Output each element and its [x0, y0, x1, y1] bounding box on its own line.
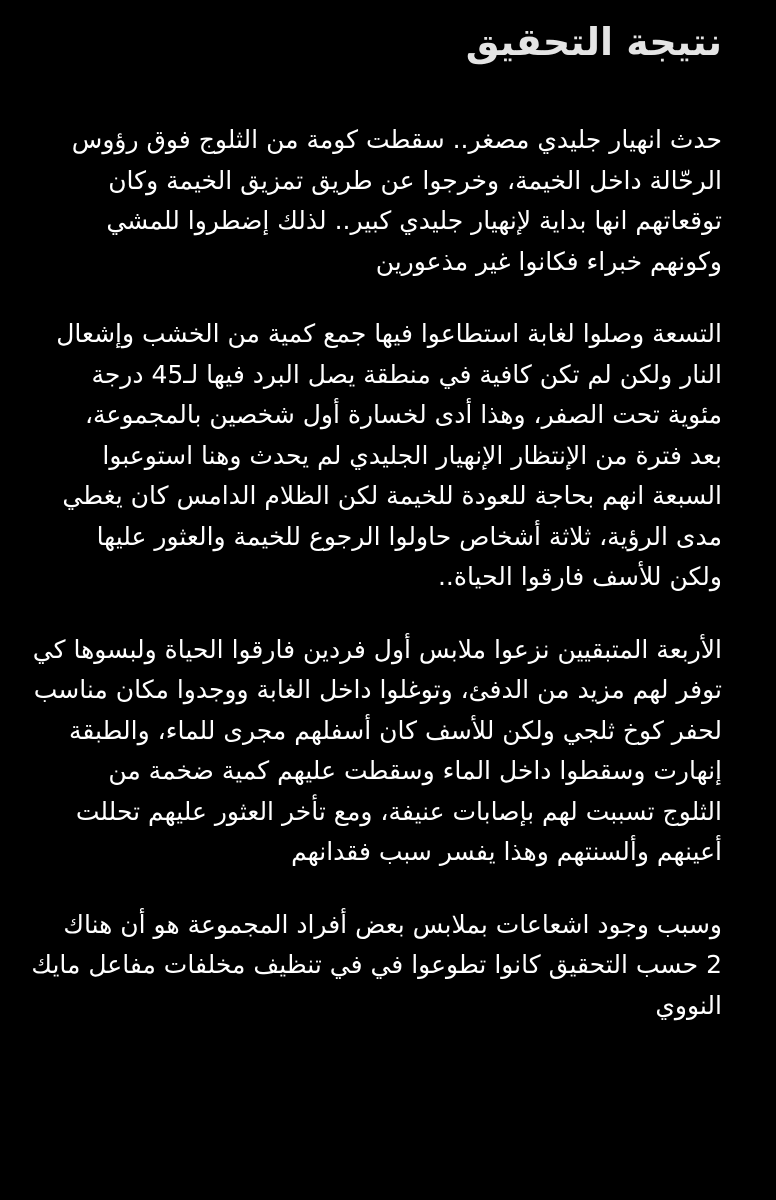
text-line: الرحّالة داخل الخيمة، وخرجوا عن طريق تمزيق الخيمة وكان — [108, 165, 722, 195]
text-line: حدث انهيار جليدي مصغر.. سقطت كومة من الثلوج فوق رؤوس — [71, 125, 722, 154]
text-line: 2 حسب التحقيق كانوا تطوعوا في في تنظيف مخلفات مفاعل مايك — [31, 950, 722, 979]
text-line: توفر لهم مزيد من الدفئ، وتوغلوا داخل الغابة ووجدوا مكان مناسب — [33, 675, 722, 704]
text-line: مدى الرؤية، ثلاثة أشخاص حاولوا الرجوع للخيمة والعثور عليها — [96, 521, 722, 551]
text-line: النار ولكن لم تكن كافية في منطقة يصل البرد فيها لـ45 درجة — [91, 359, 722, 389]
paragraph-forest — [14, 314, 722, 598]
text-line: وسبب وجود اشعاعات بملابس بعض أفراد المجموعة هو أن هناك — [63, 909, 722, 939]
text-line: إنهارت وسقطوا داخل الماء وسقطت عليهم كمية ضخمة من — [108, 756, 722, 785]
article-body — [14, 120, 722, 1026]
paragraph-radiation — [14, 905, 722, 1027]
paragraph-avalanche — [14, 120, 722, 282]
text-line: مئوية تحت الصفر، وهذا أدى لخسارة أول شخصين بالمجموعة، — [84, 400, 722, 429]
text-line: أعينهم وألسنتهم وهذا يفسر سبب فقدانهم — [291, 837, 722, 866]
text-line: السبعة انهم بحاجة للعودة للخيمة لكن الظلام الدامس كان يغطي — [62, 481, 722, 510]
text-line: وكونهم خبراء فكانوا غير مذعورين — [375, 246, 722, 276]
text-line: بعد فترة من الإنتظار الإنهيار الجليدي لم يحدث وهنا استوعبوا — [102, 440, 722, 470]
text-line: توقعاتهم انها بداية لإنهيار جليدي كبير.. لذلك إضطروا للمشي — [106, 206, 722, 235]
article-title: نتيجة التحقيق — [465, 20, 722, 64]
text-line: النووي — [655, 990, 722, 1020]
text-line: الثلوج تسببت لهم بإصابات عنيفة، ومع تأخر العثور عليهم تحللت — [75, 796, 722, 826]
text-line: ولكن للأسف فارقوا الحياة.. — [437, 562, 722, 591]
text-line: الأربعة المتبقيين نزعوا ملابس أول فردين فارقوا الحياة ولبسوها كي — [32, 634, 722, 664]
text-line: لحفر كوخ ثلجي ولكن للأسف كان أسفلهم مجرى للماء، والطبقة — [68, 715, 722, 745]
paragraph-snow-cave — [14, 630, 722, 873]
text-line: التسعة وصلوا لغابة استطاعوا فيها جمع كمية من الخشب وإشعال — [56, 319, 722, 348]
